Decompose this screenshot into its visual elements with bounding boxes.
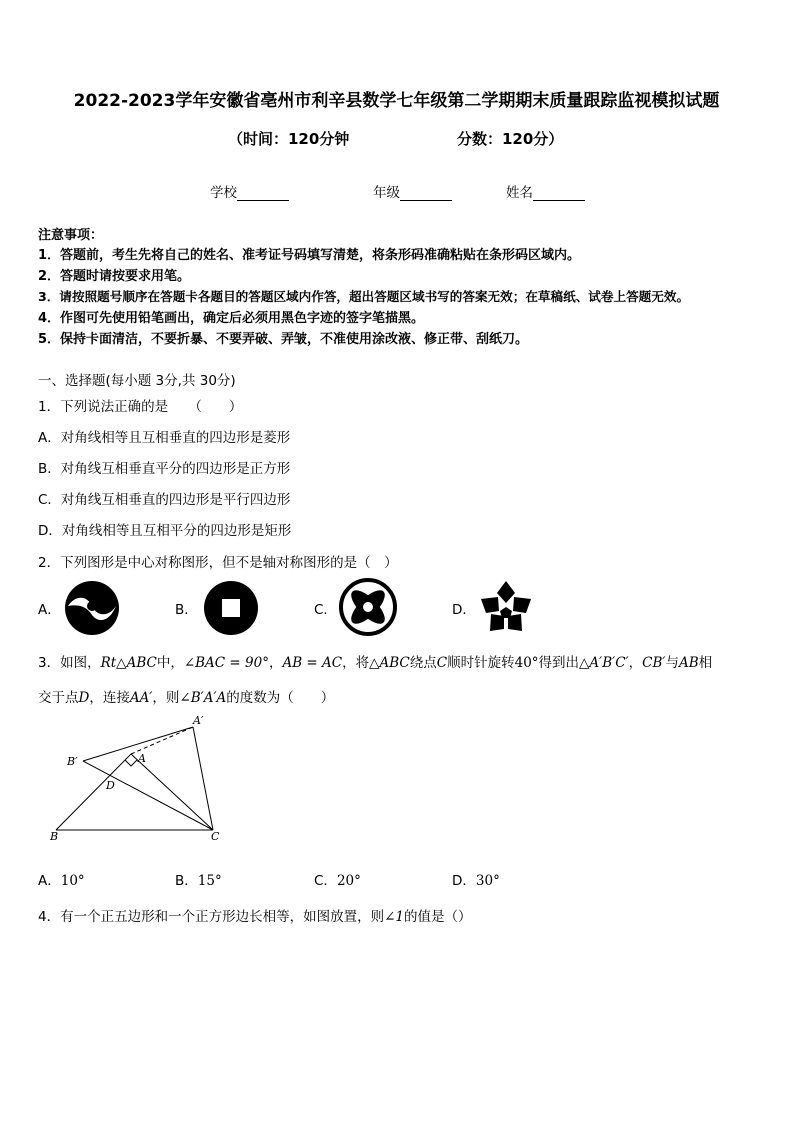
notice-heading: 注意事项： (38, 228, 104, 243)
q1-option-a: A．对角线相等且互相垂直的四边形是菱形 (38, 430, 291, 446)
school-blank (237, 186, 289, 201)
grade-label: 年级 (373, 185, 400, 201)
notice-item: 1．答题前，考生先将自己的姓名、准考证号码填写清楚，将条形码准确粘贴在条形码区域内。 (38, 248, 581, 263)
q3-label-D: D (106, 779, 115, 792)
q4-stem: 4．有一个正五边形和一个正方形边长相等，如图放置，则∠1的值是（） (38, 909, 472, 925)
q3-label-A: A (138, 752, 146, 765)
q2-label-d: D． (452, 602, 476, 618)
q2-stem: 2．下列图形是中心对称图形，但不是轴对称图形的是（ ） (38, 555, 398, 571)
q3-label-B1: B′ (67, 755, 78, 768)
q3-line1: 3．如图，Rt△ABC中，∠BAC = 90°，AB = AC，将△ABC绕点C顺时针旋转40°得到出△A′B′C′，CB′与AB相 (38, 655, 713, 671)
q2-label-a: A． (38, 602, 61, 618)
q2-figure-d-pentagon-petals-icon (477, 579, 535, 635)
q2-figure-c-clover-icon (338, 577, 398, 637)
q1-option-d: D．对角线相等且互相平分的四边形是矩形 (38, 523, 292, 539)
name-field (506, 181, 585, 201)
q2-figure-a-yinyang-icon (63, 579, 121, 637)
q3-geometry-figure (40, 710, 240, 845)
exam-time: （时间：120分钟 (228, 130, 350, 148)
notice-item: 4．作图可先使用铅笔画出，确定后必须用黑色字迹的签字笔描黑。 (38, 311, 425, 326)
page-title: 2022-2023学年安徽省亳州市利辛县数学七年级第二学期期末质量跟踪监视模拟试题 (73, 91, 720, 111)
exam-score: 分数：120分） (457, 130, 564, 148)
q1-stem: 1．下列说法正确的是 （ ） (38, 399, 243, 415)
q3-option-d: D．30° (452, 873, 500, 889)
q1-option-c: C．对角线互相垂直的四边形是平行四边形 (38, 492, 291, 508)
q3-label-C: C (211, 830, 220, 843)
q2-figure-b-coin-icon (202, 579, 260, 637)
grade-field (373, 181, 452, 201)
grade-blank (400, 186, 452, 201)
q3-label-A1: A′ (193, 714, 204, 727)
section-heading: 一、选择题(每小题 3分,共 30分) (38, 373, 236, 389)
school-field (210, 181, 289, 201)
notice-item: 5．保持卡面清洁，不要折暴、不要弄破、弄皱，不准使用涂改液、修正带、刮纸刀。 (38, 332, 529, 347)
q3-option-b: B．15° (175, 873, 222, 889)
q3-option-a: A．10° (38, 873, 85, 889)
q3-option-c: C．20° (314, 873, 361, 889)
q2-label-b: B． (175, 602, 198, 618)
name-blank (533, 186, 585, 201)
q3-line2: 交于点D，连接AA′，则∠B′A′A的度数为（ ） (38, 690, 335, 706)
notice-item: 2．答题时请按要求用笔。 (38, 269, 191, 284)
q1-option-b: B．对角线互相垂直平分的四边形是正方形 (38, 461, 291, 477)
notice-item: 3．请按照题号顺序在答题卡各题目的答题区域内作答，超出答题区域书写的答案无效；在草稿纸、试卷上答题无效。 (38, 289, 690, 304)
school-label: 学校 (210, 185, 237, 201)
name-label: 姓名 (506, 185, 533, 201)
q3-label-B: B (50, 830, 59, 843)
q2-label-c: C． (314, 602, 337, 618)
